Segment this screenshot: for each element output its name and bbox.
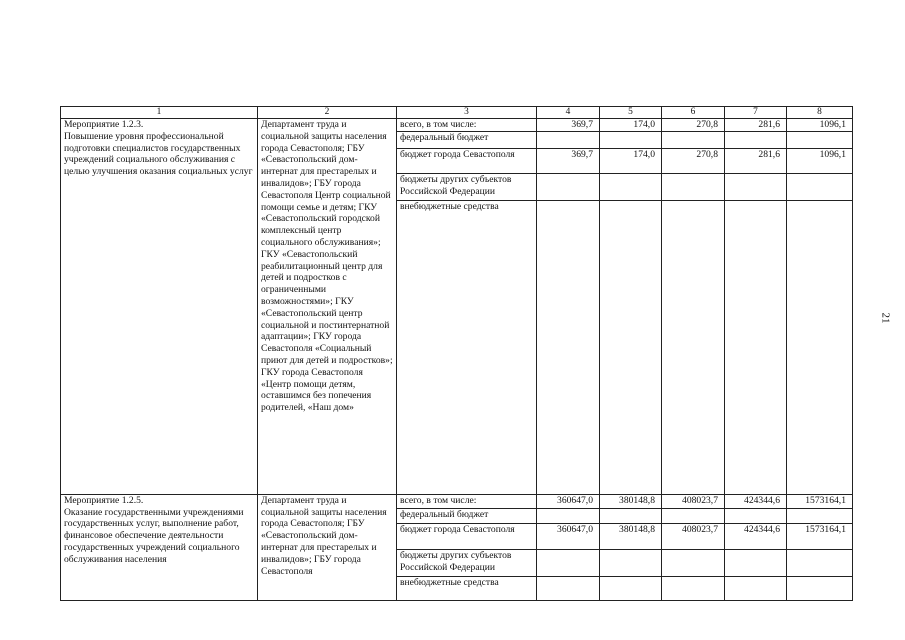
header-cell: 8	[787, 107, 853, 119]
value-cell: 369,7	[537, 148, 600, 173]
activity-cell	[61, 119, 258, 495]
value-cell	[537, 173, 600, 200]
value-cell	[725, 576, 787, 600]
source-cell: федеральный бюджет	[397, 508, 537, 523]
activity-description: Повышение уровня профессиональной подготовки специалистов государственных учреждений социального обслуживания с целью улучшения оказания социальных услуг	[64, 130, 253, 178]
value-cell: 281,6	[725, 119, 787, 132]
value-cell: 1573164,1	[787, 523, 853, 549]
source-cell: бюджеты других субъектов Российской Федерации	[397, 173, 537, 200]
value-cell	[600, 576, 662, 600]
table-row	[61, 119, 853, 132]
value-cell	[787, 200, 853, 494]
executors-cell: Департамент труда и социальной защиты населения города Севастополя; ГБУ «Севастопольский дом-интернат для престарелых и инвалидов»; ГБУ города Севастополя Центр социальной помощи семье и детям; ГКУ «Севастопольский городской комплексный центр социального обслуживания»; ГКУ «Севастопольский реабилитационный центр для детей и подростков с ограниченными возможностями»; ГКУ «Севастопольский центр социальной и постинтернатной адаптации»; ГКУ города Севастополя «Социальный приют для детей и подростков»; ГКУ города Севастополя «Центр помощи детям, оставшимся без попечения родителей, «Наш дом»	[258, 119, 397, 495]
source-cell: всего, в том числе:	[397, 494, 537, 508]
value-cell	[725, 173, 787, 200]
source-cell: внебюджетные средства	[397, 200, 537, 494]
activity-description: Оказание государственными учреждениями государственных услуг, выполнение работ, финансовое обеспечение деятельности государственных учреждений социального обслуживания населения	[64, 506, 244, 565]
table-header-row	[61, 107, 853, 119]
header-cell: 5	[600, 107, 662, 119]
value-cell	[537, 508, 600, 523]
value-cell	[600, 173, 662, 200]
value-cell: 1096,1	[787, 119, 853, 132]
header-cell: 1	[61, 107, 258, 119]
value-cell	[600, 549, 662, 576]
value-cell	[537, 576, 600, 600]
value-cell	[662, 131, 725, 148]
value-cell: 380148,8	[600, 494, 662, 508]
source-cell: всего, в том числе:	[397, 119, 537, 132]
source-cell: бюджеты других субъектов Российской Федерации	[397, 549, 537, 576]
budget-table	[60, 106, 853, 601]
value-cell: 174,0	[600, 119, 662, 132]
value-cell	[787, 549, 853, 576]
value-cell: 1573164,1	[787, 494, 853, 508]
value-cell	[725, 200, 787, 494]
value-cell: 408023,7	[662, 523, 725, 549]
value-cell	[662, 508, 725, 523]
value-cell: 1096,1	[787, 148, 853, 173]
value-cell	[787, 508, 853, 523]
value-cell	[662, 549, 725, 576]
table-row	[61, 494, 853, 508]
value-cell	[600, 131, 662, 148]
value-cell	[537, 549, 600, 576]
value-cell: 369,7	[537, 119, 600, 132]
value-cell	[662, 173, 725, 200]
value-cell	[600, 508, 662, 523]
executors-cell: Департамент труда и социальной защиты населения города Севастополя; ГБУ «Севастопольский дом-интернат для престарелых и инвалидов»; ГБУ города Севастополя	[258, 494, 397, 600]
value-cell	[787, 173, 853, 200]
activity-title: Мероприятие 1.2.3.	[64, 119, 144, 130]
header-cell: 7	[725, 107, 787, 119]
value-cell: 174,0	[600, 148, 662, 173]
value-cell	[662, 576, 725, 600]
value-cell	[787, 131, 853, 148]
value-cell: 380148,8	[600, 523, 662, 549]
value-cell: 270,8	[662, 119, 725, 132]
value-cell: 360647,0	[537, 494, 600, 508]
value-cell	[662, 200, 725, 494]
value-cell: 270,8	[662, 148, 725, 173]
value-cell: 281,6	[725, 148, 787, 173]
value-cell	[787, 576, 853, 600]
value-cell	[725, 508, 787, 523]
header-cell: 2	[258, 107, 397, 119]
activity-title: Мероприятие 1.2.5.	[64, 494, 144, 506]
activity-cell	[61, 494, 258, 600]
value-cell	[600, 200, 662, 494]
value-cell	[725, 131, 787, 148]
value-cell: 408023,7	[662, 494, 725, 508]
value-cell: 424344,6	[725, 494, 787, 508]
source-cell: бюджет города Севастополя	[397, 523, 537, 549]
page-number: 21	[879, 312, 892, 324]
value-cell: 424344,6	[725, 523, 787, 549]
value-cell	[537, 131, 600, 148]
value-cell	[725, 549, 787, 576]
source-cell: бюджет города Севастополя	[397, 148, 537, 173]
header-cell: 4	[537, 107, 600, 119]
value-cell	[537, 200, 600, 494]
value-cell: 360647,0	[537, 523, 600, 549]
header-cell: 3	[397, 107, 537, 119]
source-cell: внебюджетные средства	[397, 576, 537, 600]
source-cell: федеральный бюджет	[397, 131, 537, 148]
header-cell: 6	[662, 107, 725, 119]
